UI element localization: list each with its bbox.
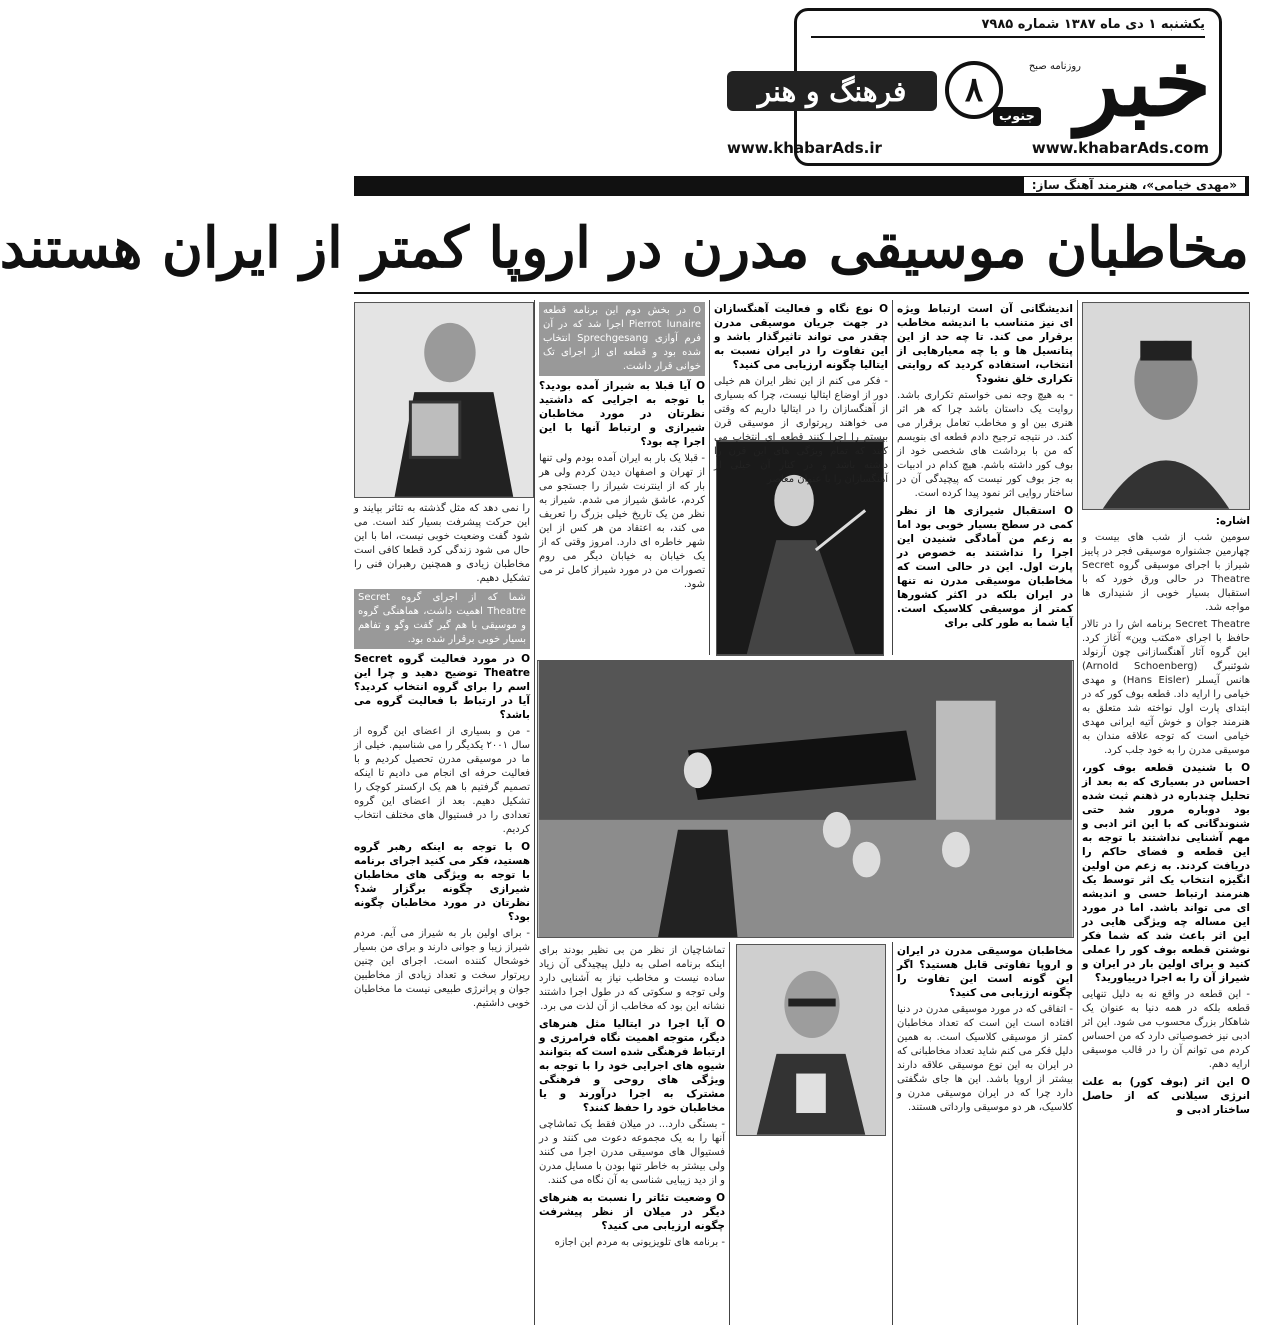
logo-tagline: روزنامه صبح [1028, 61, 1081, 72]
man-frame-icon [355, 303, 533, 497]
byline: «مهدی خیامی»، هنرمند آهنگ ساز: [1024, 177, 1245, 193]
headline-rule [354, 292, 1249, 294]
answer: تماشاچیان از نظر من بی نظیر بودند برای اینکه برنامه اصلی به دلیل پیچیدگی آن زیاد ساده نیست و مخاطب نیاز به آشنایی دارد ولی توجه و سکوتی که در طول اجرا داشتند نشانه این بود که مخاطب از آن لذت می برد. [539, 945, 725, 1012]
answer: - قبلا یک بار به ایران آمده بودم ولی تنها از تهران و اصفهان دیدن کردم ولی هر بار که از اینترنت شیراز را جستجو می کردم، عاشق شیراز می شدم. شیراز به نظر من یک تاریخ خیلی بزرگ را تعریف می کند، به اعتقاد من هر کس از این شهر خاطره ای دارد. امروز وقتی که از یک خیابان به خیابان دیگر می روم تصورات من در مورد شیراز کامل تر می شود. [539, 453, 705, 590]
article-column-5 [354, 502, 530, 1324]
highlight-box: شما که از اجرای گروه Secret Theatre اهمیت داشت، هماهنگی گروه و موسیقی با هم گیر گفت وگو و تفاهم بسیار خوبی برقرار شده بود. [354, 589, 530, 649]
question: O آیا اجرا در ایتالیا مثل هنرهای دیگر، متوجه اهمیت نگاه فرامرزی و ارتباط فرهنگی شده است که بتوانند شیوه های اجرایی خود را با توجه به ویژگی های روحی و فرهنگی مشترک به اجرا درآورند و یا مخاطبان خود را حفظ کنند؟ [539, 1018, 725, 1114]
article-column-6 [897, 944, 1073, 1324]
article-column-3 [714, 302, 888, 485]
smiling-man-photo [736, 944, 886, 1136]
question: O این اثر (بوف کور) به علت انرژی سیلانی که از حاصل ساختار ادبی و [1082, 1076, 1250, 1116]
smiling-man-icon [737, 945, 885, 1135]
highlight-box: O در بخش دوم این برنامه قطعه Pierrot lunaire اجرا شد که در آن فرم آوازی Sprechgesang انتخاب شده بود و قطعه ای از اجرای تک خوانی قرار داشت. [539, 302, 705, 376]
column-divider [534, 300, 535, 1325]
man-with-frame-photo [354, 302, 534, 498]
ensemble-icon [538, 661, 1073, 937]
headline: مخاطبان موسیقی مدرن در اروپا کمتر از ایران هستند [0, 215, 1249, 281]
question: مخاطبان موسیقی مدرن در ایران و اروپا تفاوتی قابل هستید؟ اگر این گونه است این تفاوت را چگونه ارزیابی می کنید؟ [897, 945, 1073, 999]
page-number: ۸ [945, 61, 1003, 119]
question: O نوع نگاه و فعالیت آهنگسازان در جهت جریان موسیقی مدرن چقدر می تواند تاثیرگذار باشد و این تفاوت را در ایران نسبت به ایتالیا چگونه ارزیابی می کنید؟ [714, 303, 888, 371]
article-column-2 [897, 302, 1073, 654]
question: O استقبال شیرازی ها از نظر کمی در سطح بسیار خوبی بود اما به زعم من آمادگی شنیدن این اجرا را نداشتند به خصوص در پارت اول. این در حالی است که مخاطبان موسیقی مدرن نه تنها در ایران بلکه در اکثر کشورها کمتر از موسیقی کلاسیک است. آیا شما به طور کلی برای [897, 505, 1073, 629]
paragraph: را نمی دهد که مثل گذشته به تئاتر بپایند و این حرکت پیشرفت بسیار کند است. می شود گفت وضعیت خوبی نیست، اما با این حال می شود زندگی کرد قطعا کافی است مخاطبان زیادی و همچنین رهبران فنی را تشکیل دهیم. [354, 503, 530, 584]
answer: - فکر می کنم از این نظر ایران هم خیلی دور از اوضاع ایتالیا نیست، چرا که بسیاری از آهنگسازان را در ایتالیا داریم که وقتی می خواهند رپرتواری از موسیقی قرن بیستم را اجرا کنند قطعه ای انتخاب می کنند که تمام ویژگی های این قرن را داشته باشد و در کنار آن خیلی از آهنگسازان را با عنوان معاصر [714, 376, 888, 485]
column-divider [1077, 300, 1078, 1325]
logo-sub-badge: جنوب [993, 107, 1041, 126]
url-com-link[interactable]: www.khabarAds.com [1031, 139, 1209, 157]
issue-date-line: یکشنبه ۱ دی ماه ۱۳۸۷ شماره ۷۹۸۵ [811, 17, 1205, 38]
portrait-khayami-photo [1082, 302, 1250, 510]
question: O در مورد فعالیت گروه Secret Theatre توضیح دهید و چرا این اسم را برای گروه انتخاب کردید؟ آیا در ارتباط با فعالیت گروه می باشد؟ [354, 653, 530, 721]
question: اندیشگانی آن است ارتباط ویژه ای نیز متناسب با اندیشه مخاطب برقرار می کند. تا چه حد از این پتانسیل ها و یا چه معیارهایی از انتخاب، استفاده کردید که روایتی تکراری خلق نشود؟ [897, 303, 1073, 385]
column-divider [892, 942, 893, 1325]
article-column-1 [1082, 514, 1250, 1324]
question: O وضعیت تئاتر را نسبت به هنرهای دیگر در میلان از نظر پیشرفت چگونه ارزیابی می کنید؟ [539, 1192, 725, 1232]
column-divider [892, 300, 893, 655]
newspaper-logo[interactable] [991, 29, 1211, 137]
article-column-4 [539, 302, 705, 654]
answer: - من و بسیاری از اعضای این گروه از سال ۲۰۰۱ یکدیگر را می شناسیم. خیلی از ما در موسیقی مدرن تحصیل کردیم و با فعالیت حرفه ای انجام می دادیم تا اینکه تصمیم گرفتیم با هم یک ارکستر کوچک را تشکیل دهیم. بعد از اعضای این گروه تعدادی را در فستیوال های مختلف انتخاب کردیم. [354, 726, 530, 835]
question: O با شنیدن قطعه بوف کور، احساس در بسیاری که به بعد از تحلیل چندباره در ذهنم ثبت شده بود دوباره مرور شد حتی شنوندگانی که با این اثر ادبی و مهم آشنایی نداشتند با توجه به این قطعه و فضای حاکم را دریافت کردند. به زعم من اولین انگیزه انتخاب یک اثر توسط یک هنرمند ارتباط حسی و اندیشه ای می تواند باشد. اما در مورد این مساله چه ویژگی هایی در این اثر باعث شد که شما فکر نوشتن قطعه بوف کور را عملی کنید و برای اولین بار در ایران و شیراز آن را به اجرا درییاورید؟ [1082, 762, 1250, 984]
question: O آیا قبلا به شیراز آمده بودید؟ با توجه به اجرایی که داشتید نظرتان در مورد مخاطبان شیرازی و ارتباط آنها با این اجرا چه بود؟ [539, 380, 705, 448]
answer: - این قطعه در واقع نه به دلیل تنهایی قطعه بلکه در همه دنیا به عنوان یک شاهکار بزرگ محسوب می شود. این اثر ادبی نیز خصوصیاتی دارد که من احساس کردم می توانم آن را در قالب موسیقی ارایه دهم. [1082, 989, 1250, 1070]
question: O با توجه به اینکه رهبر گروه هستید، فکر می کنید اجرای برنامه با توجه به ویژگی های مخاطبان شیرازی چگونه برگزار شد؟ نظرتان در مورد مخاطبان چگونه بود؟ [354, 841, 530, 923]
column-divider [709, 300, 710, 655]
article-column-7 [539, 944, 725, 1324]
ensemble-performance-photo [537, 660, 1074, 938]
paragraph: Secret Theatre برنامه اش را در تالار حافظ با اجرای «مکتب وین» آغاز کرد. این گروه آثار آهنگسازانی چون آرنولد شوئنبرگ (Arnold Schoenberg) هانس آیسلر (Hans Eisler) و مهدی خیامی را ارایه داد. قطعه بوف کور که در ابتدای پارت اول نواخته شد متعلق به هنرمند جوان و خوش آتیه ایرانی مهدی خیامی است که توجه علاقه مندان به موسیقی مدرن را به خود جلب کرد. [1081, 619, 1250, 756]
answer: - اتفاقی که در مورد موسیقی مدرن در دنیا افتاده است این است که تعداد مخاطبان کمتر از موسیقی کلاسیک است. به همین دلیل فکر می کنم شاید تعداد مخاطبانی که در ایران به این نوع موسیقی علاقه دارند بیشتر از اروپا باشد. این ها جای شگفتی دارد چرا که در ایران موسیقی مدرن و کلاسیک، هر دو موسیقی وارداتی هستند. [897, 1004, 1073, 1113]
lead-label: اشاره: [1215, 515, 1250, 527]
portrait-icon [1083, 303, 1249, 509]
paragraph: سومین شب از شب های بیست و چهارمین جشنواره موسیقی فجر در پاییز شیراز با اجرای موسیقی گروه Secret Theatre در حالی ورق خورد که با استقبال بسیار خوبی از شنیداری ها مواجه شد. [1082, 532, 1250, 613]
byline-bar [354, 176, 1249, 196]
answer: - برای اولین بار به شیراز می آیم. مردم شیراز زیبا و جوانی دارند و برای من بسیار خوشحال کننده است. اجرای این چنین رپرتوار سخت و تعداد زیادی از مخاطبین جوان و پرانرژی طبیعی نیست ما مخاطبان خوبی داشتیم. [354, 928, 530, 1009]
column-divider [729, 942, 730, 1325]
answer: - به هیچ وجه نمی خواستم تکراری باشد. روایت یک داستان باشد چرا که هر اثر هنری بین او و مخاطب تعامل برقرار می کند. در نتیجه ترجیح دادم قطعه ای بنویسم که من با برداشت های شخصی خود از بوف کور داشته باشم. هیچ کدام در ادبیات به جز بوف کور نیست که پیچیدگی آن در ساختار روایی اثر نمود پیدا کرده است. [897, 390, 1073, 499]
masthead [727, 8, 1222, 166]
answer: - برنامه های تلویزیونی به مردم این اجازه [554, 1237, 725, 1248]
url-ir-link[interactable]: www.khabarAds.ir [727, 139, 882, 157]
answer: - بستگی دارد... در میلان فقط یک تماشاچی آنها را به یک مجموعه دعوت می کنند و در فستیوال های موسیقی مدرن اجرا می کنند ولی بیشتر به خاطر تنها بودن با مسایل مدرن و از دید زیبایی شناسی به آن نگاه می کنند. [539, 1119, 725, 1186]
section-title: فرهنگ و هنر [727, 71, 937, 111]
logo-text: خبر [1075, 29, 1211, 137]
